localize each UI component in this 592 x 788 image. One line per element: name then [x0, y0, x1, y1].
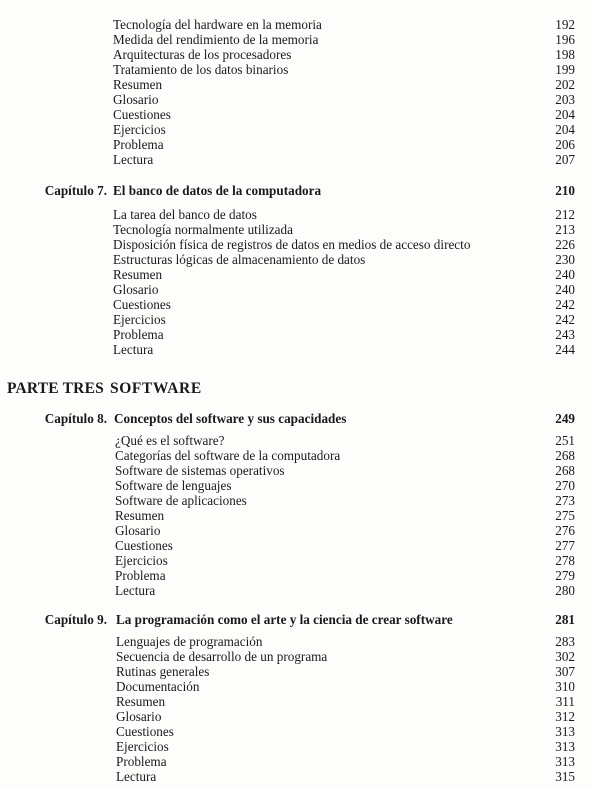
toc-entry	[0, 649, 592, 664]
toc-entry	[0, 523, 592, 538]
toc-entry	[0, 634, 592, 649]
entry-title: Problema	[113, 137, 164, 152]
entry-title: Documentación	[116, 679, 200, 694]
entry-page-number: 270	[555, 478, 575, 493]
entry-page-number: 283	[555, 634, 575, 649]
entry-title: Tratamiento de los datos binarios	[113, 62, 289, 77]
entry-page-number: 268	[555, 463, 575, 478]
entry-page-number: 230	[555, 252, 575, 267]
entry-title: Medida del rendimiento de la memoria	[113, 32, 319, 47]
entry-page-number: 243	[555, 327, 575, 342]
part-title: SOFTWARE	[110, 380, 202, 397]
entry-title: Glosario	[116, 709, 162, 724]
entry-page-number: 240	[555, 282, 575, 297]
entry-page-number: 226	[555, 237, 575, 252]
entry-page-number: 242	[555, 297, 575, 312]
entry-title: Categorías del software de la computadora	[115, 448, 341, 463]
entry-title: Cuestiones	[115, 538, 173, 553]
toc-entry	[0, 17, 592, 32]
toc-entry	[0, 62, 592, 77]
toc-entry	[0, 433, 592, 448]
entry-page-number: 275	[555, 508, 575, 523]
entry-title: La tarea del banco de datos	[113, 207, 257, 222]
entry-title: Glosario	[113, 92, 159, 107]
toc-entry	[0, 568, 592, 583]
entry-title: Lectura	[113, 152, 154, 167]
chapter-page-number: 281	[555, 612, 575, 627]
entry-page-number: 279	[555, 568, 575, 583]
entry-page-number: 204	[555, 107, 575, 122]
chapter-title: El banco de datos de la computadora	[113, 183, 322, 198]
toc-entry	[0, 583, 592, 598]
entry-page-number: 315	[555, 769, 575, 784]
entry-title: Resumen	[115, 508, 165, 523]
chapter-page-number: 249	[555, 411, 575, 426]
entry-page-number: 203	[555, 92, 575, 107]
entry-page-number: 202	[555, 77, 575, 92]
entry-title: Cuestiones	[113, 297, 171, 312]
entry-title: Resumen	[116, 694, 166, 709]
toc-entry	[0, 679, 592, 694]
toc-entry	[0, 152, 592, 167]
entry-title: Tecnología normalmente utilizada	[113, 222, 293, 237]
entry-title: Resumen	[113, 267, 163, 282]
toc-entry	[0, 769, 592, 784]
chapter-label: Capítulo 7.	[44, 183, 107, 198]
entry-page-number: 206	[555, 137, 575, 152]
toc-entry	[0, 478, 592, 493]
entry-title: Lectura	[116, 769, 157, 784]
entry-page-number: 278	[555, 553, 575, 568]
chapter-heading	[0, 411, 592, 426]
toc-entry	[0, 122, 592, 137]
entry-page-number: 244	[555, 342, 575, 357]
toc-entry	[0, 664, 592, 679]
entry-title: Problema	[116, 754, 167, 769]
chapter-label: Capítulo 9.	[44, 612, 107, 627]
entry-title: Ejercicios	[113, 122, 166, 137]
part-heading	[0, 380, 592, 398]
entry-title: Ejercicios	[116, 739, 169, 754]
toc-entry	[0, 724, 592, 739]
entry-page-number: 212	[555, 207, 575, 222]
entry-title: Problema	[113, 327, 164, 342]
toc-entry	[0, 709, 592, 724]
entry-page-number: 277	[555, 538, 575, 553]
entry-page-number: 273	[555, 493, 575, 508]
entry-title: Secuencia de desarrollo de un programa	[116, 649, 328, 664]
entry-title: Cuestiones	[116, 724, 174, 739]
entry-title: Rutinas generales	[116, 664, 210, 679]
entry-title: Software de lenguajes	[115, 478, 232, 493]
entry-title: Glosario	[113, 282, 159, 297]
toc-entry	[0, 137, 592, 152]
entry-page-number: 192	[555, 17, 575, 32]
entry-page-number: 280	[555, 583, 575, 598]
entry-page-number: 307	[555, 664, 575, 679]
entry-page-number: 207	[555, 152, 575, 167]
toc-entry	[0, 694, 592, 709]
entry-title: Lectura	[115, 583, 156, 598]
toc-entry	[0, 493, 592, 508]
chapter-heading	[0, 612, 592, 627]
toc-entry	[0, 312, 592, 327]
entry-page-number: 196	[555, 32, 575, 47]
toc-entry	[0, 448, 592, 463]
entry-title: Software de sistemas operativos	[115, 463, 285, 478]
toc-entry	[0, 754, 592, 769]
entry-page-number: 242	[555, 312, 575, 327]
entry-page-number: 240	[555, 267, 575, 282]
entry-title: Resumen	[113, 77, 163, 92]
entry-page-number: 213	[555, 222, 575, 237]
toc-entry	[0, 508, 592, 523]
entry-title: Glosario	[115, 523, 161, 538]
entry-title: Ejercicios	[113, 312, 166, 327]
entry-title: Disposición física de registros de datos en medios de acceso directo	[113, 237, 471, 252]
toc-entry	[0, 32, 592, 47]
toc-entry	[0, 739, 592, 754]
toc-entry	[0, 267, 592, 282]
entry-page-number: 312	[555, 709, 575, 724]
toc-entry	[0, 327, 592, 342]
entry-title: Arquitecturas de los procesadores	[113, 47, 292, 62]
entry-title: Software de aplicaciones	[115, 493, 247, 508]
entry-page-number: 310	[555, 679, 575, 694]
entry-title: Estructuras lógicas de almacenamiento de datos	[113, 252, 366, 267]
toc-entry	[0, 538, 592, 553]
entry-title: Ejercicios	[115, 553, 168, 568]
toc-entry	[0, 342, 592, 357]
toc-entry	[0, 297, 592, 312]
chapter-title: La programación como el arte y la ciencia de crear software	[116, 612, 453, 627]
toc-entry	[0, 553, 592, 568]
entry-page-number: 276	[555, 523, 575, 538]
entry-page-number: 268	[555, 448, 575, 463]
part-label: PARTE TRES	[7, 380, 104, 397]
entry-title: Lectura	[113, 342, 154, 357]
entry-page-number: 311	[555, 694, 575, 709]
entry-page-number: 251	[555, 433, 575, 448]
toc-entry	[0, 282, 592, 297]
entry-title: Tecnología del hardware en la memoria	[113, 17, 322, 32]
toc-entry	[0, 92, 592, 107]
toc-entry	[0, 107, 592, 122]
toc-entry	[0, 237, 592, 252]
entry-title: Lenguajes de programación	[116, 634, 263, 649]
entry-title: Problema	[115, 568, 166, 583]
chapter-label: Capítulo 8.	[44, 411, 107, 426]
toc-entry	[0, 207, 592, 222]
toc-entry	[0, 222, 592, 237]
entry-page-number: 199	[555, 62, 575, 77]
toc-entry	[0, 47, 592, 62]
entry-page-number: 313	[555, 739, 575, 754]
entry-page-number: 204	[555, 122, 575, 137]
toc-entry	[0, 252, 592, 267]
entry-page-number: 198	[555, 47, 575, 62]
entry-page-number: 313	[555, 754, 575, 769]
entry-title: Cuestiones	[113, 107, 171, 122]
chapter-title: Conceptos del software y sus capacidades	[114, 411, 347, 426]
toc-entry	[0, 463, 592, 478]
toc-entry	[0, 77, 592, 92]
entry-title: ¿Qué es el software?	[115, 433, 225, 448]
entry-page-number: 302	[555, 649, 575, 664]
entry-page-number: 313	[555, 724, 575, 739]
chapter-page-number: 210	[555, 183, 575, 198]
chapter-heading	[0, 183, 592, 198]
